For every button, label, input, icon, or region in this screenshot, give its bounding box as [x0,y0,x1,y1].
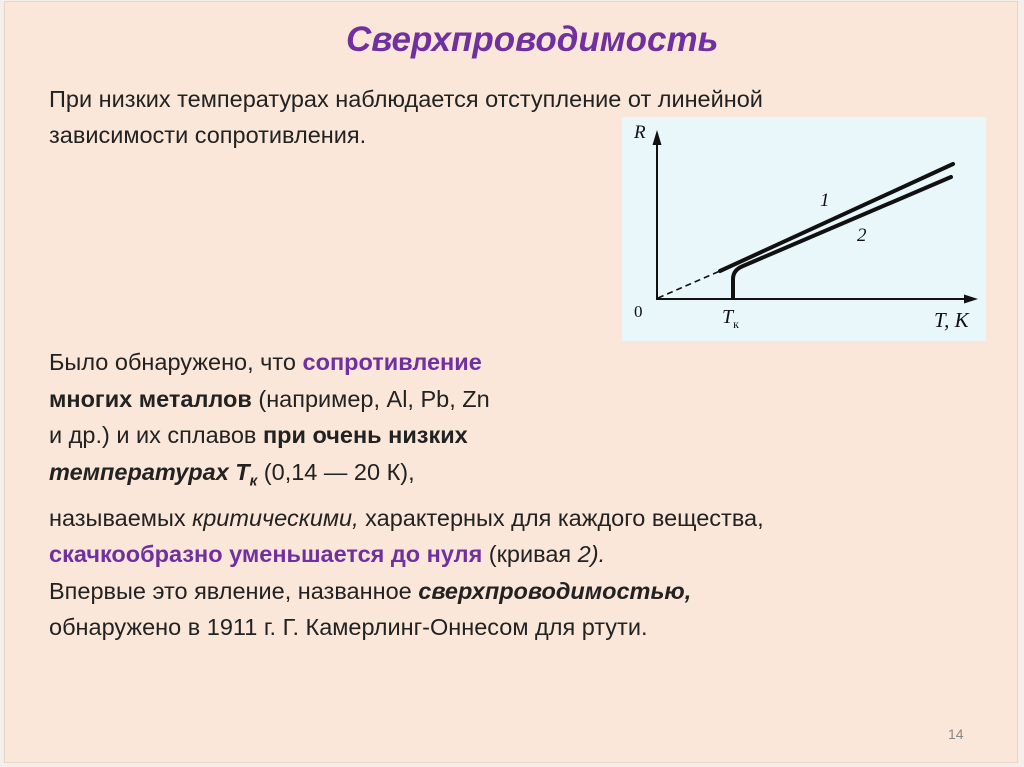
highlight-drop-to-zero: скачкообразно уменьшается до нуля [49,541,483,568]
slide-title: Сверхпроводимость [346,20,719,59]
body-line-3 [49,417,989,454]
graph-svg [622,117,986,341]
body-text-run: (например, Al, Pb, Zn [251,385,490,412]
page-number: 14 [948,726,964,742]
italic-curve-ref: 2). [577,541,606,568]
intro-line-2: зависимости сопротивления. [49,122,367,148]
highlight-resistance: сопротивление [302,349,482,375]
body-text-run: и др.) и их сплавов [49,422,263,448]
body-line-7 [49,573,989,610]
bold-low-temps: при очень низких [262,422,468,448]
origin-label: 0 [634,302,643,321]
x-axis-label: T, К [934,308,969,332]
extrapolation-dashed-line [658,271,720,298]
slide [4,1,1018,763]
tc-label-sub: к [733,317,739,331]
bold-italic-superconductivity: сверхпроводимостью, [418,577,692,604]
x-axis-arrow [964,295,978,304]
curve-1-label: 1 [820,190,830,211]
italic-critical: критическими, [192,504,359,531]
body-line-5 [49,500,989,537]
body-text-run: Впервые это явление, названное [49,577,419,604]
bold-metals: многих металлов [49,385,252,412]
curve-1 [720,164,953,271]
body-text [49,344,989,646]
tc-label-main: T [722,306,734,328]
resistance-temperature-graph [622,117,986,341]
y-axis-label: R [634,122,646,143]
intro-line-1: При низких температурах наблюдается отступление от линейной [49,86,763,112]
y-axis-arrow [653,130,662,145]
body-line-6 [49,536,989,573]
body-text-run: (кривая [482,541,578,568]
body-line-8: обнаружено в 1911 г. Г. Камерлинг-Оннесом для ртути. [49,614,648,641]
body-line-4 [49,454,989,500]
bold-italic-temps: температурах T [49,458,250,485]
body-text-run: Было обнаружено, что [49,349,303,375]
tc-label [722,306,739,331]
body-text-run: (0,14 — 20 К), [257,458,415,485]
body-line-1 [49,344,989,381]
tc-subscript: к [249,472,258,490]
curve-2 [733,177,951,298]
body-text-run: характерных для каждого вещества, [358,504,764,531]
body-text-run: называемых [49,504,193,531]
body-line-2 [49,381,989,418]
curve-2-label: 2 [857,225,867,246]
